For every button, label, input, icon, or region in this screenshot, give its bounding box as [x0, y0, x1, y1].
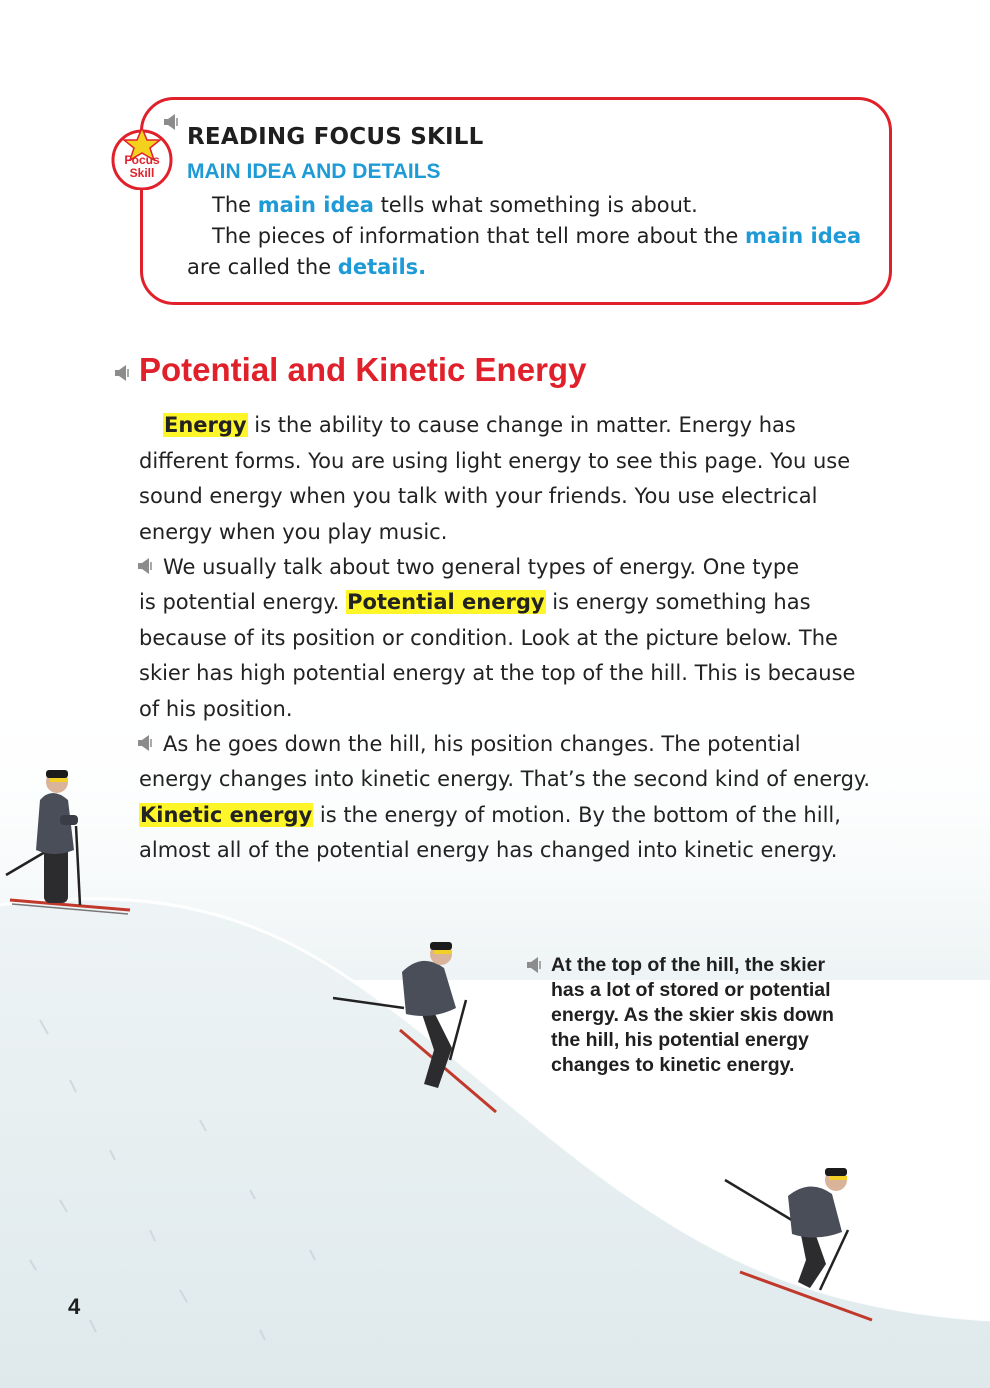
page-number: 4 — [68, 1294, 81, 1319]
text: tells what something is about. — [373, 193, 698, 217]
text: The pieces of information that tell more about the — [212, 224, 745, 248]
speaker-icon[interactable] — [526, 955, 544, 975]
body-line — [139, 585, 811, 620]
body-line: skier has high potential energy at the top of the hill. This is because — [139, 661, 856, 685]
speaker-icon[interactable] — [137, 556, 155, 576]
text: is the ability to cause change in matter. Energy has — [247, 413, 796, 437]
text: is energy something has — [545, 590, 811, 614]
speaker-icon[interactable] — [114, 363, 132, 383]
text: The — [212, 193, 258, 217]
body-line: because of its position or condition. Look at the picture below. The — [139, 626, 838, 650]
focus-line-1 — [212, 190, 698, 221]
term-main-idea: main idea — [745, 224, 862, 248]
text: is the energy of motion. By the bottom of the hill, — [313, 803, 841, 827]
body-line: almost all of the potential energy has changed into kinetic energy. — [139, 838, 838, 862]
section-heading: Potential and Kinetic Energy — [139, 351, 587, 388]
speaker-icon[interactable] — [137, 733, 155, 753]
term-details: details. — [337, 255, 427, 279]
body-line: different forms. You are using light energy to see this page. You use — [139, 449, 851, 473]
focus-subtitle: MAIN IDEA AND DETAILS — [187, 160, 441, 183]
focus-title: READING FOCUS SKILL — [187, 124, 484, 150]
badge-label-1: Focus — [124, 153, 160, 167]
badge-label-2: Skill — [129, 166, 155, 180]
body-line: of his position. — [139, 697, 293, 721]
body-line: energy changes into kinetic energy. That’s the second kind of energy. — [139, 767, 871, 791]
term-energy: Energy — [164, 413, 247, 437]
body-line: We usually talk about two general types of energy. One type — [163, 555, 800, 579]
term-potential-energy: Potential energy — [347, 590, 545, 614]
focus-line-3 — [187, 252, 426, 283]
text: is potential energy. — [139, 590, 347, 614]
image-caption: At the top of the hill, the skier has a lot of stored or potential energy. As the skier skis down the hill, his potential energy changes to kinetic energy. — [551, 954, 834, 1076]
text: are called the — [187, 255, 338, 279]
focus-line-2 — [212, 221, 861, 252]
body-line — [139, 798, 841, 833]
speaker-icon[interactable] — [163, 112, 181, 132]
body-line: energy when you play music. — [139, 520, 448, 544]
focus-skill-badge — [110, 126, 174, 190]
body-line: As he goes down the hill, his position changes. The potential — [163, 732, 801, 756]
body-line: sound energy when you talk with your friends. You use electrical — [139, 484, 818, 508]
term-main-idea: main idea — [257, 193, 374, 217]
body-line — [163, 408, 796, 443]
term-kinetic-energy: Kinetic energy — [140, 803, 313, 827]
